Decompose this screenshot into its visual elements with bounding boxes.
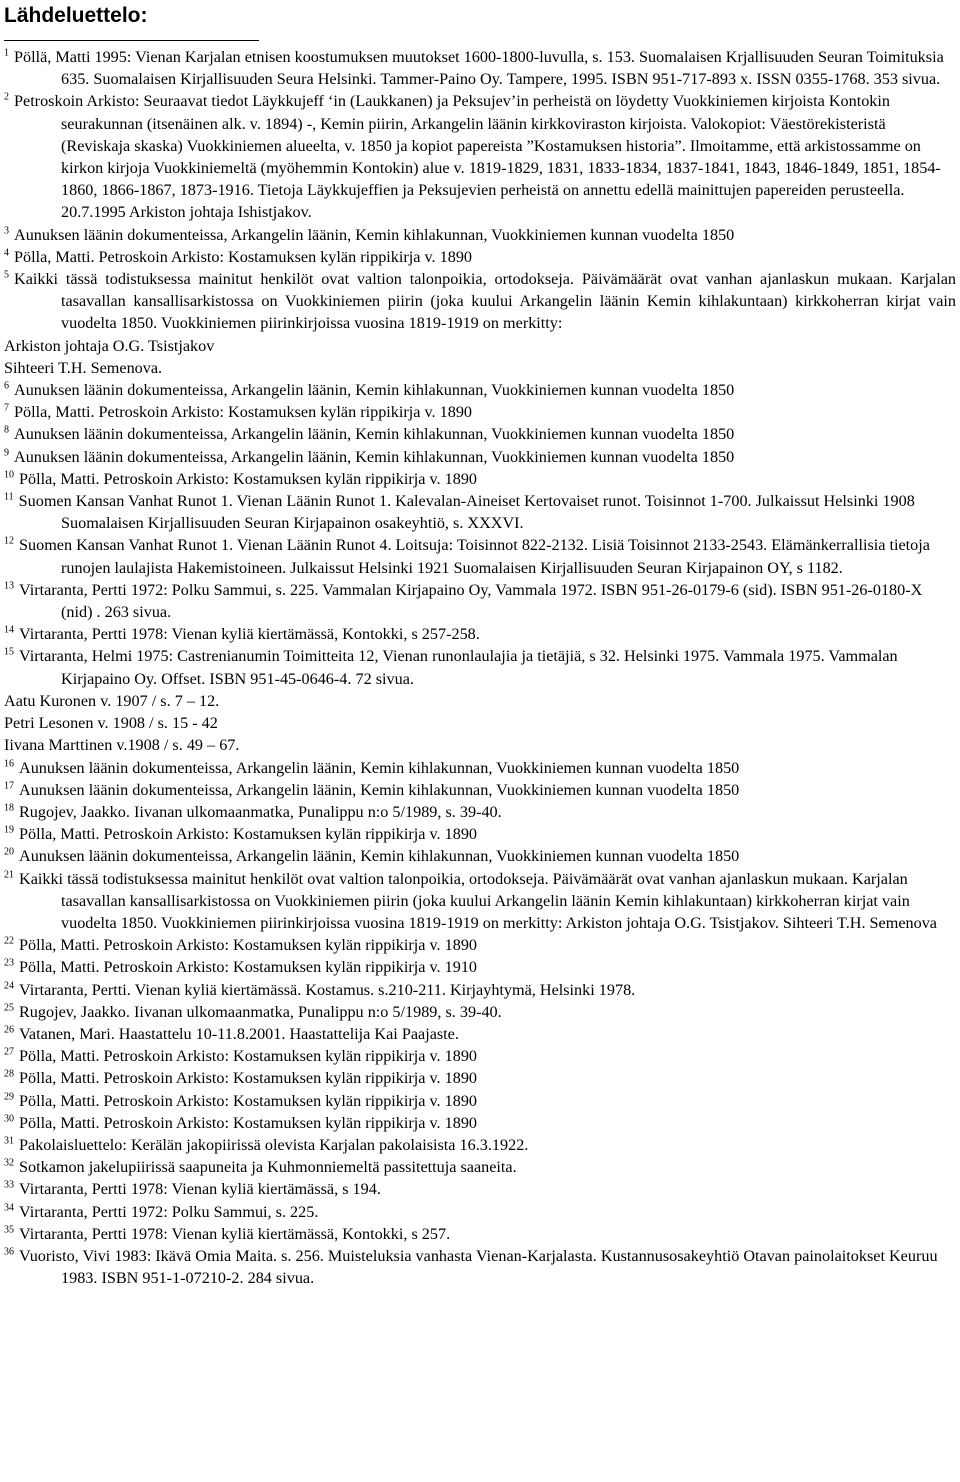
footnote-text: Kaikki tässä todistuksessa mainitut henkilöt ovat valtion talonpoikia, ortodokseja. Päivämäärät ovat vanhan ajanlaskun mukaan. Karjalan tasavallan kansallisarkistossa on Vuokkiniemen piirin (joka kuului Arkangelin läänin Kemin kihlakuntaan) kirkkoherran kirjat vain vuodelta 1850. Vuokkiniemen piirinkirjoissa vuosina 1819-1919 on merkitty: Arkiston johtaja O.G. Tsistjakov. Sihteeri T.H. Semenova [19, 869, 937, 932]
footnote-number: 24 [4, 980, 14, 992]
footnote-number: 32 [4, 1157, 14, 1169]
footnote-entry [4, 1134, 956, 1156]
footnote-number: 2 [4, 92, 9, 104]
footnote-entry [4, 934, 956, 956]
footnote-entry [4, 1090, 956, 1112]
footnote-number: 5 [4, 269, 9, 281]
footnote-text: Virtaranta, Helmi 1975: Castrenianumin Toimitteita 12, Vienan runonlaulajia ja tietäjiä, s 32. Helsinki 1975. Vammala 1975. Vammalan Kirjapaino Oy. Offset. ISBN 951-45-0646-4. 72 sivua. [19, 647, 898, 688]
footnote-entry [4, 757, 956, 779]
footnote-entry [4, 90, 956, 223]
footnote-entry [4, 1201, 956, 1223]
footnote-entry [4, 645, 956, 689]
footnote-entry [4, 268, 956, 335]
footnote-text: Virtaranta, Pertti. Vienan kyliä kiertämässä. Kostamus. s.210-211. Kirjayhtymä, Helsinki 1978. [19, 980, 636, 999]
footnote-text: Rugojev, Jaakko. Iivanan ulkomaanmatka, Punalippu n:o 5/1989, s. 39-40. [19, 1002, 502, 1021]
footnote-entry [4, 446, 956, 468]
footnote-text: Aatu Kuronen v. 1907 / s. 7 – 12. [4, 691, 220, 710]
footnote-text: Aunuksen läänin dokumenteissa, Arkangelin läänin, Kemin kihlakunnan, Vuokkiniemen kunnan vuodelta 1850 [14, 425, 735, 444]
footnote-text: Vatanen, Mari. Haastattelu 10-11.8.2001. Haastattelija Kai Paajaste. [19, 1024, 459, 1043]
footnote-entry [4, 1001, 956, 1023]
footnote-entry [4, 401, 956, 423]
footnote-entry [4, 46, 956, 90]
footnote-number: 10 [4, 469, 14, 481]
footnote-text: Aunuksen läänin dokumenteissa, Arkangelin läänin, Kemin kihlakunnan, Vuokkiniemen kunnan vuodelta 1850 [19, 758, 740, 777]
footnote-text: Suomen Kansan Vanhat Runot 1. Vienan Läänin Runot 1. Kalevalan-Aineiset Kertovaiset runot. Toisinnot 1-700. Julkaissut Helsinki 1908 Suomalaisen Kirjallisuuden Seuran Kirjapainon osakeyhtiö, s. XXXVI. [18, 492, 915, 533]
footnote-text: Suomen Kansan Vanhat Runot 1. Vienan Läänin Runot 4. Loitsuja: Toisinnot 822-2132. Lisiä Toisinnot 2133-2543. Elämänkerrallisia tietoja runojen laulajista Hakemistoineen. Julkaissut Helsinki 1921 Suomalaisen Kirjallisuuden Seuran Kirjapainon OY, s 1182. [19, 536, 930, 577]
footnote-text: Arkiston johtaja O.G. Tsistjakov [4, 336, 215, 355]
footnote-text: Pölla, Matti. Petroskoin Arkisto: Kostamuksen kylän rippikirja v. 1890 [14, 403, 473, 422]
footnote-text: Virtaranta, Pertti 1972: Polku Sammui, s. 225. Vammalan Kirjapaino Oy, Vammala 1972. ISBN 951-26-0179-6 (sid). ISBN 951-26-0180-X (nid) . 263 sivua. [19, 580, 923, 622]
footnote-list [4, 46, 956, 1289]
footnote-entry [4, 379, 956, 401]
footnote-entry [4, 1156, 956, 1178]
footnote-text: Aunuksen läänin dokumenteissa, Arkangelin läänin, Kemin kihlakunnan, Vuokkiniemen kunnan vuodelta 1850 [14, 381, 735, 400]
footnote-text: Pakolaisluettelo: Kerälän jakopiirissä olevista Karjalan pakolaisista 16.3.1922. [19, 1135, 529, 1154]
footnote-entry [4, 246, 956, 268]
footnote-text: Virtaranta, Pertti 1978: Vienan kyliä kiertämässä, Kontokki, s 257. [19, 1224, 451, 1243]
footnote-number: 17 [4, 780, 14, 792]
footnote-entry [4, 845, 956, 867]
footnote-text: Petri Lesonen v. 1908 / s. 15 - 42 [4, 714, 218, 733]
footnote-number: 1 [4, 47, 9, 59]
footnote-text: Pölla, Matti. Petroskoin Arkisto: Kostamuksen kylän rippikirja v. 1890 [19, 825, 478, 844]
reference-line [4, 734, 956, 756]
footnote-text: Iivana Marttinen v.1908 / s. 49 – 67. [4, 736, 240, 755]
footnote-number: 35 [4, 1224, 14, 1236]
footnote-entry [4, 224, 956, 246]
footnote-text: Aunuksen läänin dokumenteissa, Arkangelin läänin, Kemin kihlakunnan, Vuokkiniemen kunnan vuodelta 1850 [19, 780, 740, 799]
footnote-entry [4, 868, 956, 935]
footnote-number: 25 [4, 1002, 14, 1014]
footnote-number: 27 [4, 1046, 14, 1058]
footnote-entry [4, 579, 956, 623]
footnote-number: 8 [4, 425, 9, 437]
footnote-entry [4, 1067, 956, 1089]
footnote-text: Pölla, Matti. Petroskoin Arkisto: Kostamuksen kylän rippikirja v. 1890 [19, 936, 478, 955]
footnote-number: 34 [4, 1202, 14, 1214]
footnote-entry [4, 1112, 956, 1134]
footnote-text: Pölla, Matti. Petroskoin Arkisto: Kostamuksen kylän rippikirja v. 1890 [19, 469, 478, 488]
footnote-number: 9 [4, 447, 9, 459]
footnote-number: 20 [4, 846, 14, 858]
footnote-entry [4, 623, 956, 645]
footnote-text: Virtaranta, Pertti 1972: Polku Sammui, s. 225. [19, 1202, 319, 1221]
footnote-text: Aunuksen läänin dokumenteissa, Arkangelin läänin, Kemin kihlakunnan, Vuokkiniemen kunnan vuodelta 1850 [14, 447, 735, 466]
footnote-number: 15 [4, 647, 14, 659]
footnote-entry [4, 1023, 956, 1045]
footnote-entry [4, 801, 956, 823]
footnote-number: 36 [4, 1246, 14, 1258]
footnote-number: 23 [4, 957, 14, 969]
footnote-number: 16 [4, 758, 14, 770]
footnote-text: Pölla, Matti. Petroskoin Arkisto: Kostamuksen kylän rippikirja v. 1890 [19, 1047, 478, 1066]
footnote-number: 11 [4, 491, 14, 503]
footnote-entry [4, 534, 956, 578]
footnote-text: Pöllä, Matti 1995: Vienan Karjalan etnisen koostumuksen muutokset 1600-1800-luvulla, s. 153. Suomalaisen Krjallisuuden Seuran Toimituksia 635. Suomalaisen Kirjallisuuden Seura Helsinki. Tammer-Paino Oy. Tampere, 1995. ISBN 951-717-893 x. ISSN 0355-1768. 353 sivua. [14, 48, 944, 89]
footnote-number: 18 [4, 802, 14, 814]
footnote-entry [4, 823, 956, 845]
reference-line [4, 357, 956, 379]
footnote-entry [4, 423, 956, 445]
footnote-number: 13 [4, 580, 14, 592]
footnote-text: Pölla, Matti. Petroskoin Arkisto: Kostamuksen kylän rippikirja v. 1910 [19, 958, 478, 977]
footnote-separator-rule [4, 40, 259, 41]
footnote-text: Pölla, Matti. Petroskoin Arkisto: Kostamuksen kylän rippikirja v. 1890 [19, 1113, 478, 1132]
footnote-number: 26 [4, 1024, 14, 1036]
page-title: Lähdeluettelo: [4, 4, 148, 27]
footnote-text: Sihteeri T.H. Semenova. [4, 358, 163, 377]
footnote-text: Aunuksen läänin dokumenteissa, Arkangelin läänin, Kemin kihlakunnan, Vuokkiniemen kunnan vuodelta 1850 [19, 847, 740, 866]
footnote-entry [4, 979, 956, 1001]
footnote-number: 31 [4, 1135, 14, 1147]
footnote-text: Virtaranta, Pertti 1978: Vienan kyliä kiertämässä, s 194. [19, 1180, 381, 1199]
footnote-number: 4 [4, 247, 9, 259]
footnote-text: Pölla, Matti. Petroskoin Arkisto: Kostamuksen kylän rippikirja v. 1890 [14, 247, 473, 266]
footnote-number: 3 [4, 225, 9, 237]
footnote-number: 14 [4, 624, 14, 636]
footnote-entry [4, 1178, 956, 1200]
footnote-entry [4, 490, 956, 534]
footnote-text: Virtaranta, Pertti 1978: Vienan kyliä kiertämässä, Kontokki, s 257-258. [19, 625, 480, 644]
footnote-number: 30 [4, 1113, 14, 1125]
footnote-number: 33 [4, 1179, 14, 1191]
footnote-entry [4, 1223, 956, 1245]
footnote-entry [4, 1045, 956, 1067]
footnote-entry [4, 779, 956, 801]
footnote-number: 7 [4, 402, 9, 414]
footnote-number: 21 [4, 869, 14, 881]
footnote-text: Pölla, Matti. Petroskoin Arkisto: Kostamuksen kylän rippikirja v. 1890 [19, 1069, 478, 1088]
footnote-number: 6 [4, 380, 9, 392]
footnote-entry [4, 956, 956, 978]
footnote-text: Rugojev, Jaakko. Iivanan ulkomaanmatka, Punalippu n:o 5/1989, s. 39-40. [19, 802, 502, 821]
footnote-number: 29 [4, 1091, 14, 1103]
footnote-number: 22 [4, 935, 14, 947]
footnote-text: Aunuksen läänin dokumenteissa, Arkangelin läänin, Kemin kihlakunnan, Vuokkiniemen kunnan vuodelta 1850 [14, 225, 735, 244]
footnote-entry [4, 1245, 956, 1289]
footnote-number: 12 [4, 536, 14, 548]
footnote-number: 28 [4, 1068, 14, 1080]
reference-line [4, 712, 956, 734]
footnote-text: Petroskoin Arkisto: Seuraavat tiedot Läykkujeff ‘in (Laukkanen) ja Peksujev’in perheistä on löydetty Vuokkiniemen kirjoista Kontokin seurakunnan (itsenäinen alk. v. 1894) -, Kemin piirin, Arkangelin läänin kirkkoviraston kirjoista. Valokopiot: Väestörekisteristä (Reviskaja skaska) Vuokkiniemen alueelta, v. 1850 ja kopiot papereista ”Kostamuksen historia”. Ilmoitamme, että arkistossamme on kirkon kirjoja Vuokkiniemeltä (myöhemmin Kontokin) alue v. 1819-1829, 1831, 1833-1834, 1837-1841, 1843, 1846-1849, 1851, 1854-1860, 1866-1867, 1873-1916. Tietoja Läykkujeffien ja Peksujevien perheistä on annettu edellä mainittujen papereiden perusteella. 20.7.1995 Arkiston johtaja Ishistjakov. [14, 92, 941, 222]
footnote-text: Sotkamon jakelupiirissä saapuneita ja Kuhmonniemeltä passitettuja saaneita. [19, 1158, 517, 1177]
footnote-text: Pölla, Matti. Petroskoin Arkisto: Kostamuksen kylän rippikirja v. 1890 [19, 1091, 478, 1110]
reference-line [4, 690, 956, 712]
footnote-entry [4, 468, 956, 490]
footnote-text: Vuoristo, Vivi 1983: Ikävä Omia Maita. s. 256. Muisteluksia vanhasta Vienan-Karjalasta. Kustannusosakeyhtiö Otavan painolaitokset Keuruu 1983. ISBN 951-1-07210-2. 284 sivua. [19, 1246, 938, 1288]
footnote-number: 19 [4, 824, 14, 836]
reference-line [4, 335, 956, 357]
footnote-text: Kaikki tässä todistuksessa mainitut henkilöt ovat valtion talonpoikia, ortodokseja. Päivämäärät ovat vanhan ajanlaskun mukaan. Karjalan tasavallan kansallisarkistossa on Vuokkiniemen piirin (joka kuului Arkangelin läänin Kemin kihlakuntaan) kirkkoherran kirjat vain vuodelta 1850. Vuokkiniemen piirinkirjoissa vuosina 1819-1919 on merkitty: [14, 270, 956, 333]
